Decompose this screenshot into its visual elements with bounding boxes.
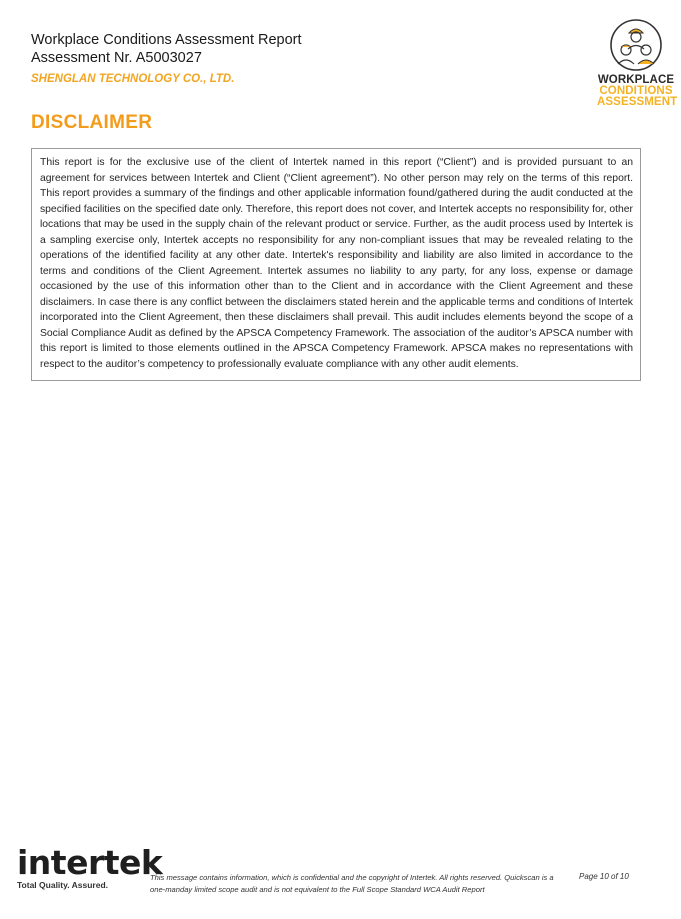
disclaimer-box (31, 148, 641, 381)
assessment-number: Assessment Nr. A5003027 (31, 50, 202, 66)
footer-note: This message contains information, which is confidential and the copyright of Intertek. All rights reserved. Quickscan is a one-manday limited scope audit and is not equivalent to the Full Scope Standard WCA Audit Report (150, 873, 554, 894)
people-circle-icon (608, 17, 664, 73)
disclaimer-text: This report is for the exclusive use of the client of Intertek named in this report (“Client”) and is provided pursuant to an agreement for services between Intertek and Client (“Client agreement”). No other person may rely on the terms of this report. This report provides a summary of the findings and other applicable information found/gathered during the audit conducted at the specified facilities on the specified date only. Therefore, this report does not cover, and Intertek accepts no responsibility for, other locations that may be used in the supply chain of the relevant product or service. Further, as the audit process used by Intertek is a sampling exercise only, Intertek accepts no responsibility for any non-compliant issues that may be revealed relating to the operations of the identified facility at any other date. Intertek's responsibility and liability are also limited in accordance to the terms and conditions of the Client Agreement. Intertek assumes no liability to any party, for any loss, expense or damage occasioned by the use of this information other than to the Client and in accordance with the Client Agreement and these disclaimers. In case there is any conflict between the disclaimers stated herein and the applicable terms and conditions of Intertek incorporated into the Client Agreement, then these disclaimers shall prevail. This audit includes elements beyond the scope of a Social Compliance Audit as defined by the APSCA Competency Framework. The association of the auditor’s APSCA number with this report is limited to those elements outlined in the APSCA Competency Framework. APSCA makes no representations with respect to the auditor’s competency to professionally evaluate compliance with any other audit elements. (40, 157, 633, 370)
logo-word-workplace: WORKPLACE (597, 74, 675, 86)
report-title: Workplace Conditions Assessment Report (31, 32, 302, 48)
wca-logo (597, 17, 678, 108)
brand-name: intertek (17, 843, 163, 882)
intertek-logo (17, 843, 163, 890)
brand-tagline: Total Quality. Assured. (17, 880, 108, 890)
section-title: DISCLAIMER (31, 112, 153, 133)
page-number: Page 10 of 10 (579, 872, 629, 881)
logo-word-assessment: ASSESSMENT (597, 96, 678, 108)
logo-wordmark (597, 74, 678, 108)
company-name: SHENGLAN TECHNOLOGY CO., LTD. (31, 73, 235, 85)
logo-word-conditions: CONDITIONS (599, 85, 673, 97)
report-header (31, 31, 302, 67)
